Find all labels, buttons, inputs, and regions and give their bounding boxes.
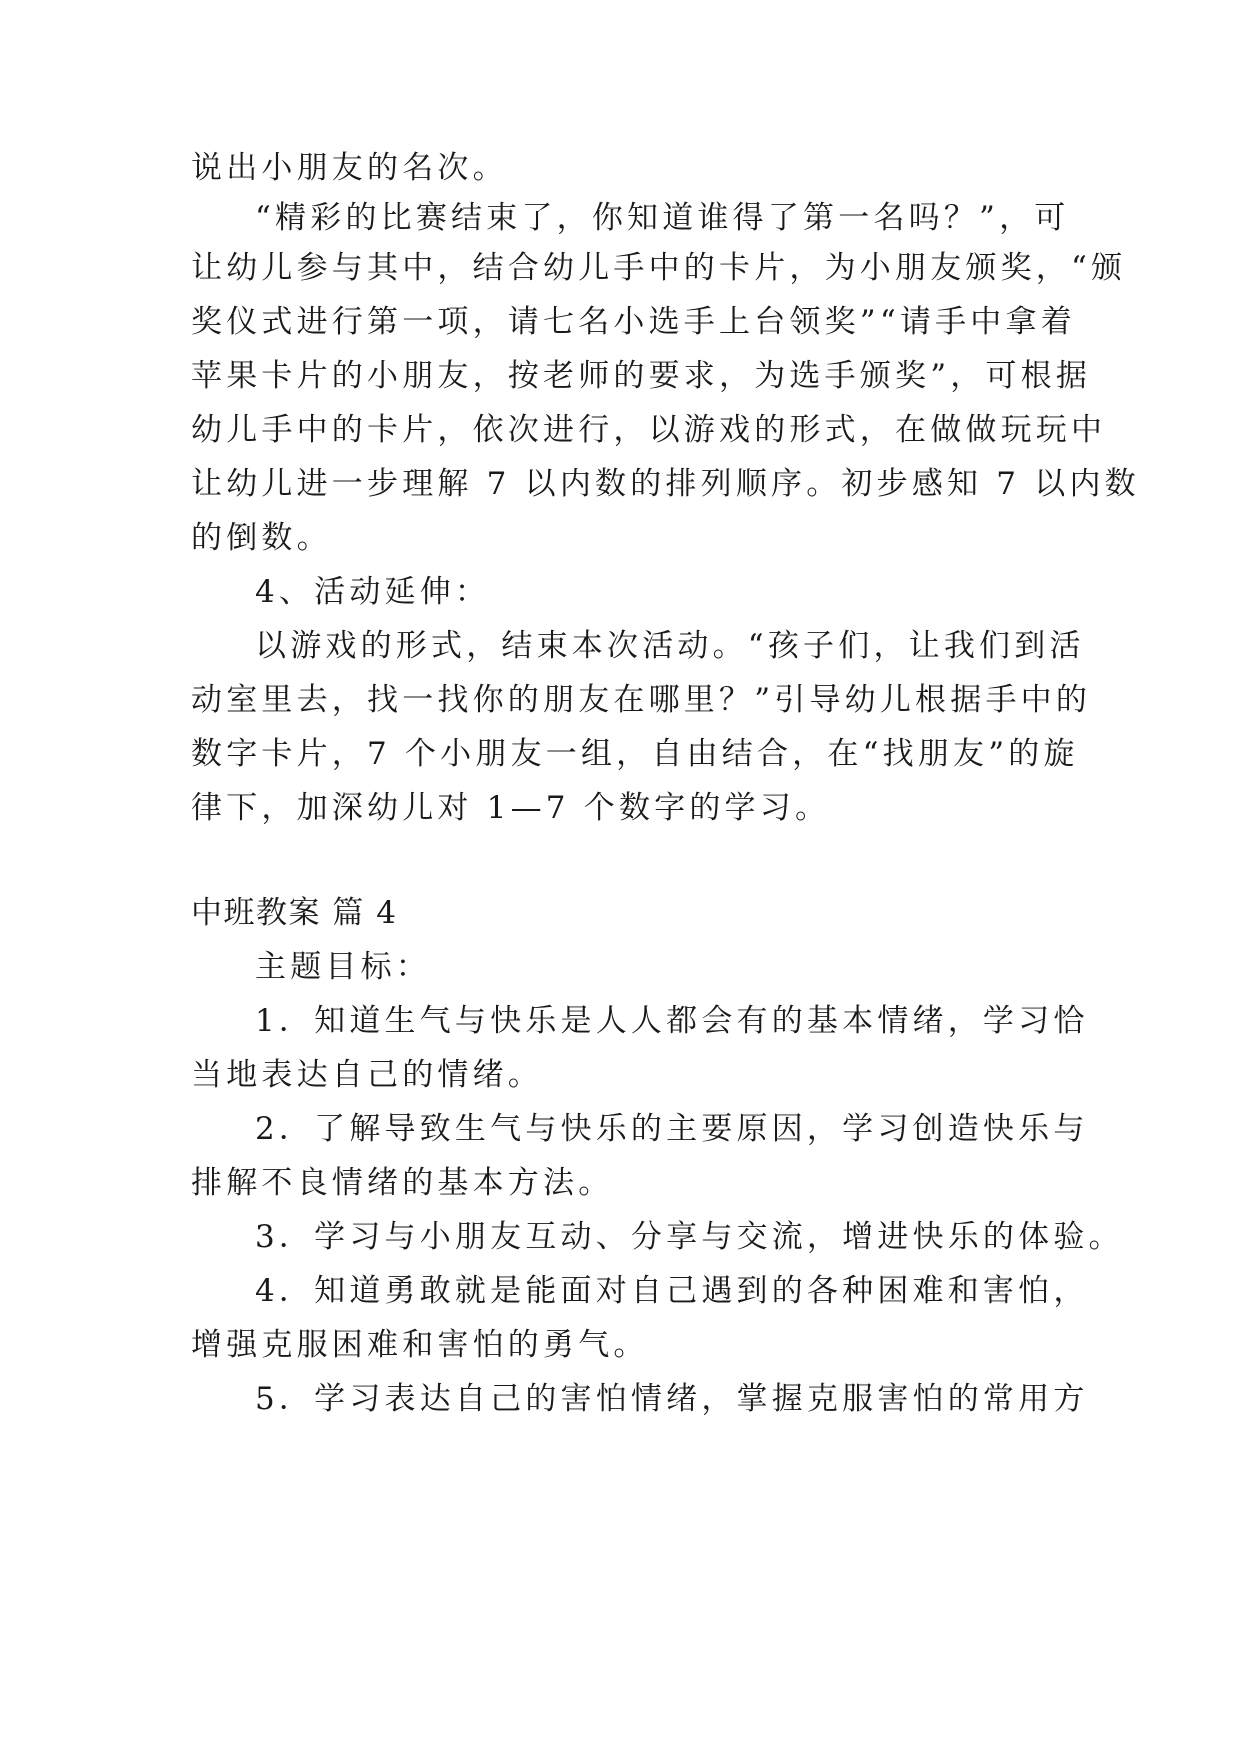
- goal-item: 3．学习与小朋友互动、分享与交流，增进快乐的体验。: [255, 1219, 1124, 1255]
- paragraph-line: 苹果卡片的小朋友，按老师的要求，为选手颁奖”，可根据: [191, 358, 1092, 394]
- goal-item-continuation: 增强克服困难和害怕的勇气。: [191, 1327, 649, 1363]
- lesson-plan-title: 中班教案 篇 4: [191, 895, 398, 931]
- paragraph-line: 让幼儿进一步理解 7 以内数的排列顺序。初步感知 7 以内数: [191, 466, 1140, 502]
- goal-item-continuation: 当地表达自己的情绪。: [191, 1057, 543, 1093]
- goal-item: 4．知道勇敢就是能面对自己遇到的各种困难和害怕，: [255, 1273, 1089, 1309]
- paragraph-line: 动室里去，找一找你的朋友在哪里？”引导幼儿根据手中的: [191, 682, 1092, 718]
- paragraph-line: 让幼儿参与其中，结合幼儿手中的卡片，为小朋友颁奖，“颁: [191, 250, 1127, 286]
- goal-item: 2．了解导致生气与快乐的主要原因，学习创造快乐与: [255, 1111, 1089, 1147]
- paragraph-line: 说出小朋友的名次。: [191, 150, 508, 186]
- paragraph-line: 奖仪式进行第一项，请七名小选手上台领奖”“请手中拿着: [191, 304, 1076, 340]
- goal-item: 1．知道生气与快乐是人人都会有的基本情绪，学习恰: [255, 1003, 1089, 1039]
- goal-item-continuation: 排解不良情绪的基本方法。: [191, 1165, 614, 1201]
- paragraph-line: “精彩的比赛结束了，你知道谁得了第一名吗？”，可: [255, 200, 1070, 236]
- paragraph-line: 数字卡片，7 个小朋友一组，自由结合，在“找朋友”的旋: [191, 736, 1079, 772]
- paragraph-line: 幼儿手中的卡片，依次进行，以游戏的形式，在做做玩玩中: [191, 412, 1107, 448]
- paragraph-line: 的倒数。: [191, 520, 332, 556]
- goal-item: 5．学习表达自己的害怕情绪，掌握克服害怕的常用方: [255, 1381, 1089, 1417]
- theme-goals-heading: 主题目标：: [255, 949, 431, 985]
- paragraph-line: 以游戏的形式，结束本次活动。“孩子们，让我们到活: [255, 628, 1085, 664]
- section-heading: 4、活动延伸：: [255, 574, 491, 610]
- paragraph-line: 律下，加深幼儿对 1—7 个数字的学习。: [191, 790, 831, 826]
